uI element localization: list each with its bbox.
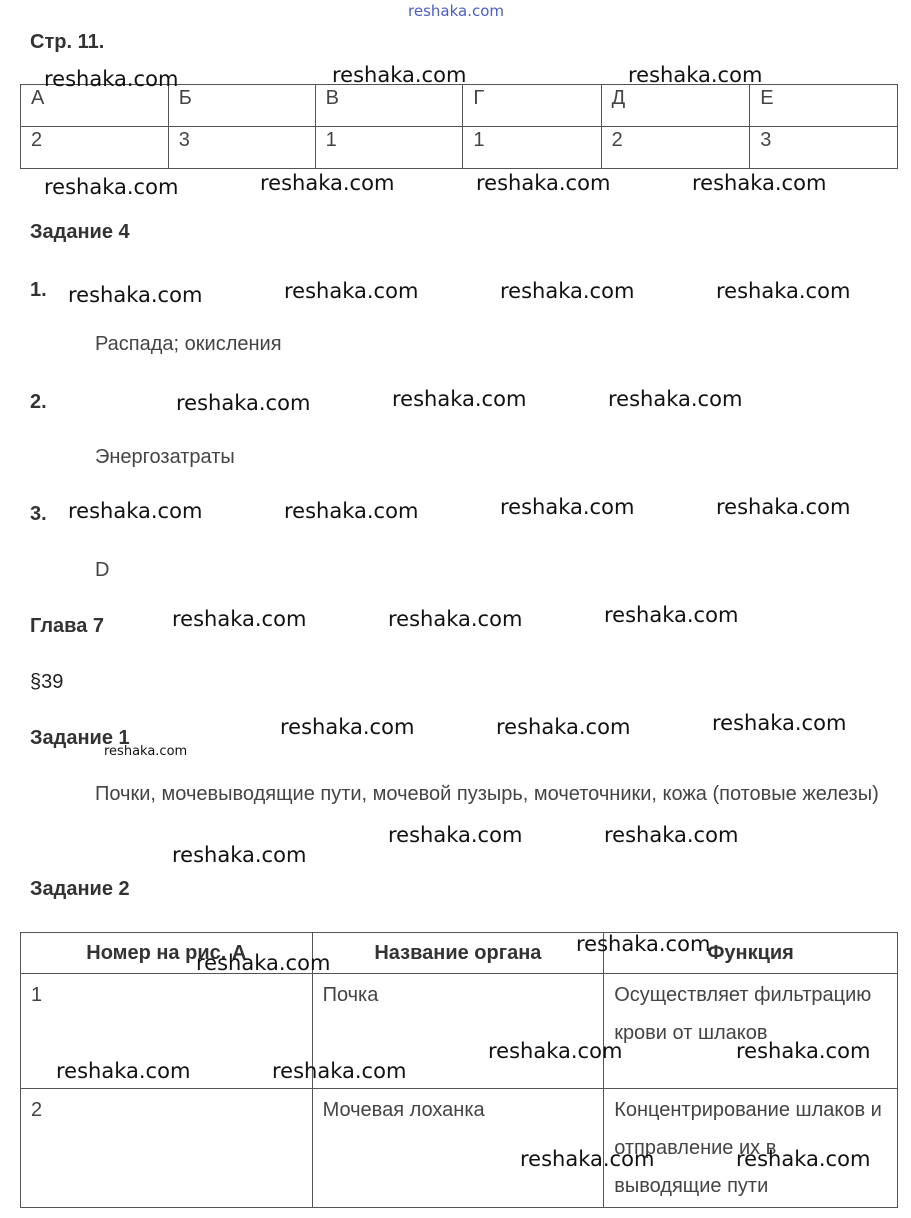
table-cell: Концентрирование шлаков и отправление их в выводящие пути [604,1089,898,1208]
table-cell: Г [463,85,601,127]
watermark: reshaka.com [68,499,203,523]
task4-item-answer: D [95,559,110,581]
task1-answer: Почки, мочевыводящие пути, мочевой пузырь, мочеточники, кожа (потовые железы) [95,783,879,805]
task1-title: Задание 1 [30,727,130,749]
table-row [21,127,898,169]
table-cell: 3 [168,127,315,169]
answer-table-1 [20,84,898,169]
watermark: reshaka.com [44,67,179,91]
column-header: Функция [604,933,898,974]
task4-item-number: 1. [30,279,47,301]
task4-item-answer: Энергозатраты [95,446,235,468]
watermark: reshaka.com [716,279,851,303]
task4-item-number: 3. [30,503,47,525]
watermark: reshaka.com [716,495,851,519]
table-cell: 2 [21,1089,313,1208]
watermark: reshaka.com [488,1039,623,1063]
watermark: reshaka.com [44,175,179,199]
watermark: reshaka.com [576,932,711,956]
table-cell: Е [750,85,898,127]
table-cell: Д [601,85,750,127]
watermark: reshaka.com [604,823,739,847]
table-header-row [21,933,898,974]
table-cell: 1 [463,127,601,169]
watermark: reshaka.com [56,1059,191,1083]
task4-item-number: 2. [30,391,47,413]
table-cell: Осуществляет фильтрацию крови от шлаков [604,974,898,1089]
watermark-small: reshaka.com [104,744,188,759]
watermark: reshaka.com [604,603,739,627]
watermark: reshaka.com [500,495,635,519]
watermark: reshaka.com [172,843,307,867]
watermark: reshaka.com [520,1147,655,1171]
watermark: reshaka.com [628,63,763,87]
page-heading: Стр. 11. [30,31,105,53]
column-header: Название органа [312,933,604,974]
section-title: §39 [30,671,64,693]
task4-item-answer: Распада; окисления [95,333,282,355]
watermark: reshaka.com [692,171,827,195]
table-cell: 3 [750,127,898,169]
watermark: reshaka.com [736,1039,871,1063]
watermark: reshaka.com [500,279,635,303]
column-header: Номер на рис. А [21,933,313,974]
table-cell: Мочевая лоханка [312,1089,604,1208]
table-cell: Почка [312,974,604,1089]
table-cell: В [315,85,463,127]
table-cell: 2 [21,127,169,169]
table-cell: А [21,85,169,127]
watermark-top: reshaka.com [408,2,504,20]
watermark: reshaka.com [736,1147,871,1171]
watermark: reshaka.com [608,387,743,411]
watermark: reshaka.com [284,499,419,523]
table-cell: 1 [315,127,463,169]
watermark: reshaka.com [280,715,415,739]
watermark: reshaka.com [388,607,523,631]
watermark: reshaka.com [476,171,611,195]
watermark: reshaka.com [172,607,307,631]
watermark: reshaka.com [68,283,203,307]
task2-title: Задание 2 [30,878,130,900]
watermark: reshaka.com [392,387,527,411]
table-cell: Б [168,85,315,127]
watermark: reshaka.com [272,1059,407,1083]
watermark: reshaka.com [196,951,331,975]
table-cell: 1 [21,974,313,1089]
watermark: reshaka.com [388,823,523,847]
table-cell: 2 [601,127,750,169]
watermark: reshaka.com [260,171,395,195]
chapter-title: Глава 7 [30,615,105,637]
task4-title: Задание 4 [30,221,130,243]
watermark: reshaka.com [176,391,311,415]
watermark: reshaka.com [332,63,467,87]
watermark: reshaka.com [712,711,847,735]
watermark: reshaka.com [284,279,419,303]
watermark: reshaka.com [496,715,631,739]
